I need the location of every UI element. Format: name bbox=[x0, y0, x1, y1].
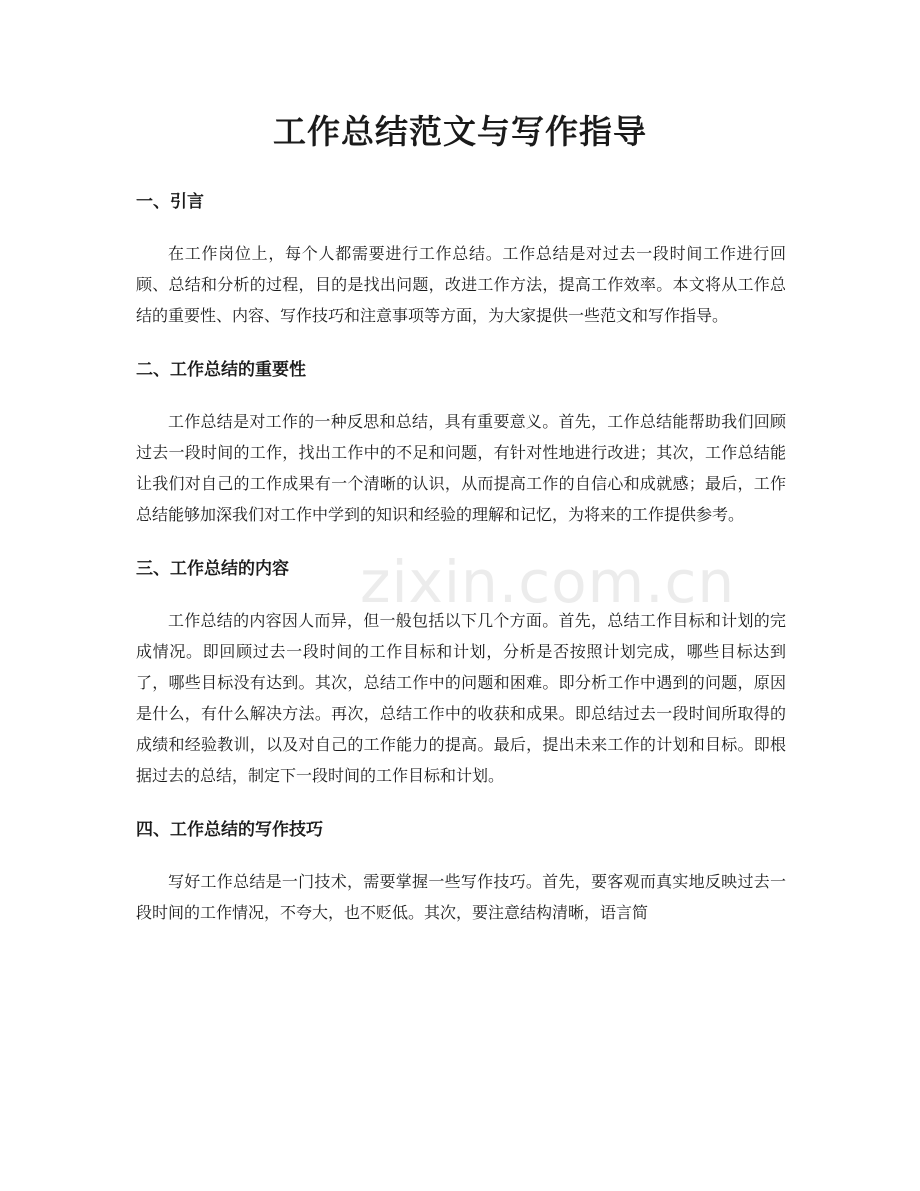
section-content bbox=[136, 555, 786, 816]
section-paragraph: 工作总结是对工作的一种反思和总结，具有重要意义。首先，工作总结能帮助我们回顾过去一段时间的工作，找出工作中的不足和问题，有针对性地进行改进；其次，工作总结能让我们对自己的工作成果有一个清晰的认识，从而提高工作的自信心和成就感；最后，工作总结能够加深我们对工作中学到的知识和经验的理解和记忆，为将来的工作提供参考。 bbox=[136, 412, 786, 524]
section-heading: 二、工作总结的重要性 bbox=[136, 360, 306, 380]
watermark: zixin.com.cn bbox=[360, 548, 736, 616]
section-heading: 四、工作总结的写作技巧 bbox=[136, 820, 323, 840]
section-heading: 三、工作总结的内容 bbox=[136, 559, 289, 579]
section-introduction bbox=[136, 188, 786, 356]
section-heading: 一、引言 bbox=[136, 192, 204, 212]
section-paragraph: 在工作岗位上，每个人都需要进行工作总结。工作总结是对过去一段时间工作进行回顾、总结和分析的过程，目的是找出问题，改进工作方法，提高工作效率。本文将从工作总结的重要性、内容、写作技巧和注意事项等方面，为大家提供一些范文和写作指导。 bbox=[136, 244, 786, 325]
section-paragraph: 写好工作总结是一门技术，需要掌握一些写作技巧。首先，要客观而真实地反映过去一段时间的工作情况，不夸大，也不贬低。其次，要注意结构清晰，语言简 bbox=[136, 872, 786, 922]
section-writing-tips bbox=[136, 816, 786, 928]
section-paragraph: 工作总结的内容因人而异，但一般包括以下几个方面。首先，总结工作目标和计划的完成情况。即回顾过去一段时间的工作目标和计划，分析是否按照计划完成，哪些目标达到了，哪些目标没有达到。其次，总结工作中的问题和困难。即分析工作中遇到的问题，原因是什么，有什么解决方法。再次，总结工作中的收获和成果。即总结过去一段时间所取得的成绩和经验教训，以及对自己的工作能力的提高。最后，提出未来工作的计划和目标。即根据过去的总结，制定下一段时间的工作目标和计划。 bbox=[136, 611, 786, 785]
section-importance bbox=[136, 356, 786, 555]
document-body bbox=[136, 188, 786, 928]
document-title: 工作总结范文与写作指导 bbox=[273, 112, 647, 151]
